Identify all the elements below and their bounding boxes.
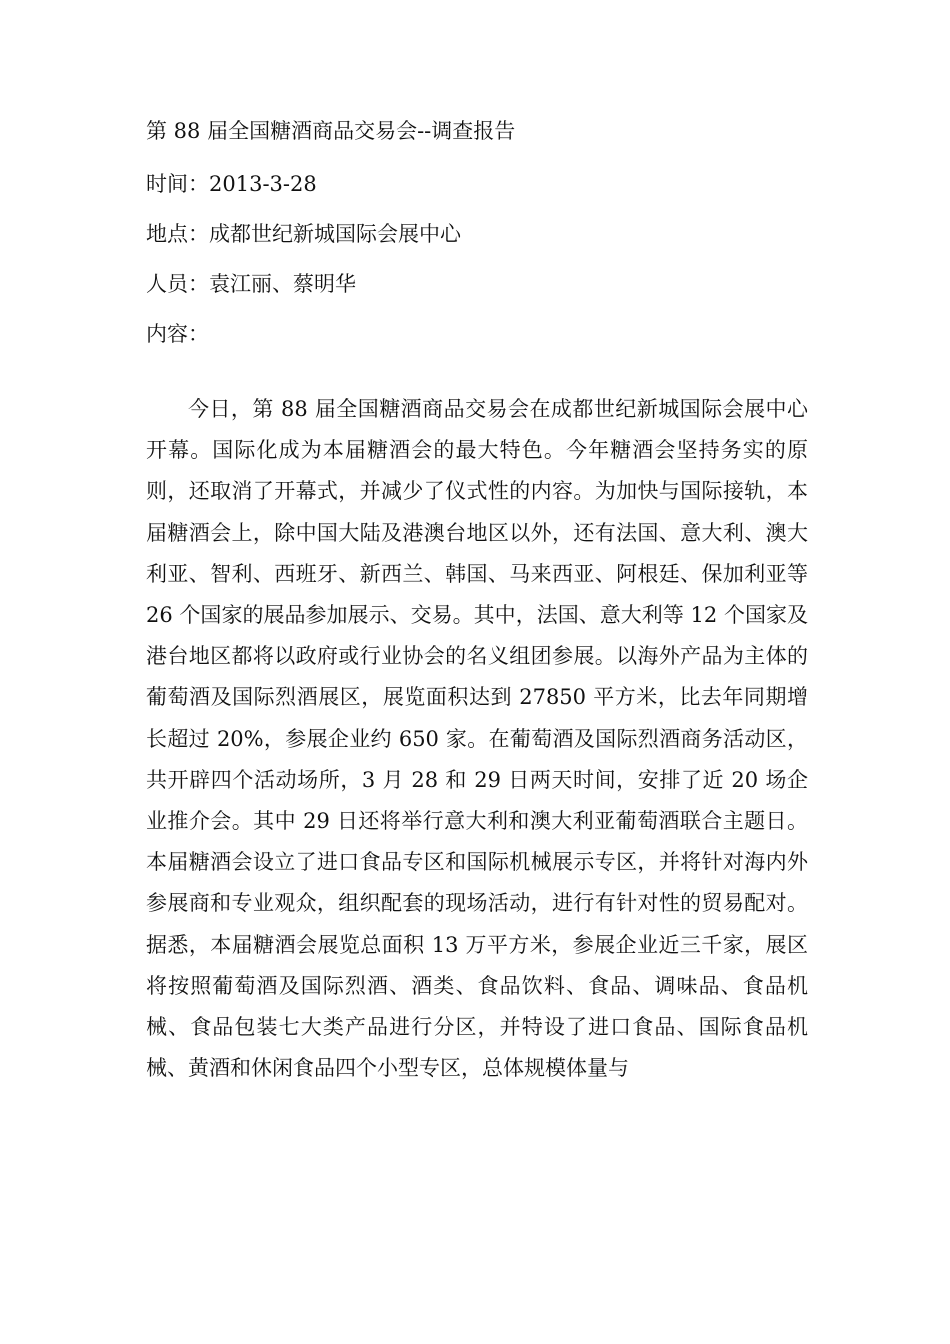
report-content-label: 内容： bbox=[146, 322, 209, 346]
report-title: 第 88 届全国糖酒商品交易会--调查报告 bbox=[146, 119, 516, 143]
report-people: 人员：袁江丽、蔡明华 bbox=[146, 272, 356, 296]
report-body-paragraph: 今日，第 88 届全国糖酒商品交易会在成都世纪新城国际会展中心开幕。国际化成为本届糖酒会的最大特色。今年糖酒会坚持务实的原则，还取消了开幕式，并减少了仪式性的内容。为加快与国际接轨，本届糖酒会上，除中国大陆及港澳台地区以外，还有法国、意大利、澳大利亚、智利、西班牙、新西兰、韩国、马来西亚、阿根廷、保加利亚等 26 个国家的展品参加展示、交易。其中，法国、意大利等 12 个国家及港台地区都将以政府或行业协会的名义组团参展。以海外产品为主体的葡萄酒及国际烈酒展区，展览面积达到 27850 平方米，比去年同期增长超过 20%，参展企业约 650 家。在葡萄酒及国际烈酒商务活动区，共开辟四个活动场所，3 月 28 和 29 日两天时间，安排了近 20 场企业推介会。其中 29 日还将举行意大利和澳大利亚葡萄酒联合主题日。本届糖酒会设立了进口食品专区和国际机械展示专区，并将针对海内外参展商和专业观众，组织配套的现场活动，进行有针对性的贸易配对。据悉，本届糖酒会展览总面积 13 万平方米，参展企业近三千家，展区将按照葡萄酒及国际烈酒、酒类、食品饮料、食品、调味品、食品机械、食品包装七大类产品进行分区，并特设了进口食品、国际食品机械、黄酒和休闲食品四个小型专区，总体规模体量与 bbox=[146, 397, 808, 1081]
report-header bbox=[146, 118, 826, 371]
report-time: 时间：2013-3-28 bbox=[146, 172, 317, 196]
report-place: 地点：成都世纪新城国际会展中心 bbox=[146, 222, 461, 246]
